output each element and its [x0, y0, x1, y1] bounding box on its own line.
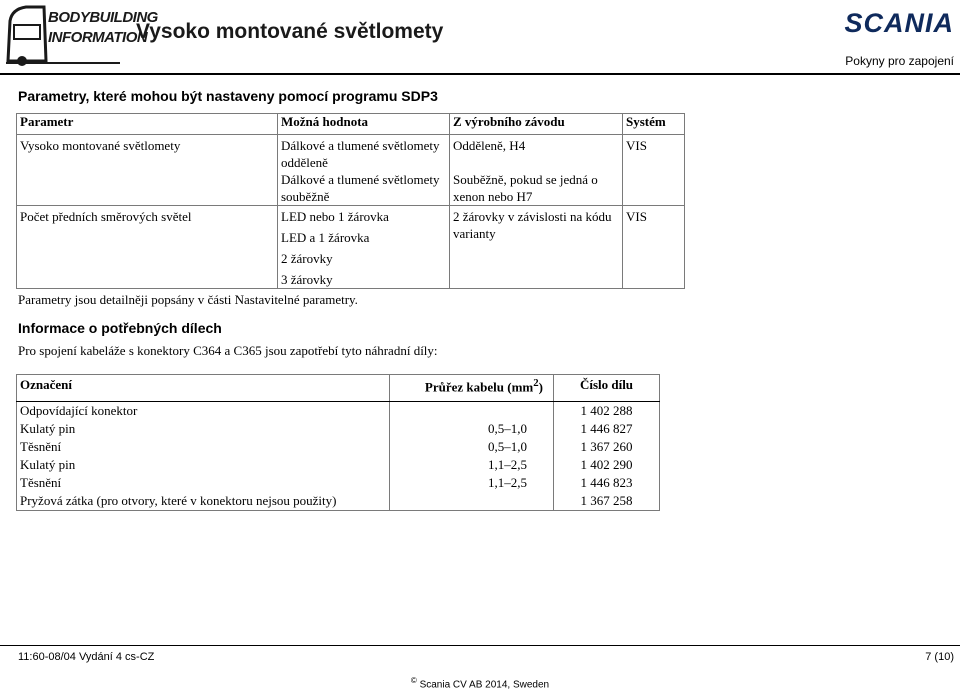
part-section	[390, 492, 554, 511]
part-section: 1,1–2,5	[390, 474, 554, 492]
param-name: Počet předních směrových světel	[17, 206, 278, 289]
part-section: 1,1–2,5	[390, 456, 554, 474]
part-name: Kulatý pin	[17, 420, 390, 438]
table-row	[17, 420, 660, 438]
table-row	[17, 135, 685, 206]
factory-value: 2 žárovky v závislosti na kódu varianty	[450, 206, 623, 289]
part-number: 1 402 288	[554, 402, 660, 421]
section-label-end: )	[538, 379, 543, 395]
factory-value: Souběžně, pokud se jedná o xenon nebo H7	[453, 172, 598, 204]
footer-divider	[0, 645, 960, 646]
param-value: LED nebo 1 žárovka	[281, 209, 389, 224]
column-header: Parametr	[17, 114, 278, 135]
copyright-text: Scania CV AB 2014, Sweden	[419, 679, 550, 690]
column-header-section	[390, 375, 554, 402]
factory-value: Odděleně, H4	[453, 138, 526, 153]
part-name: Pryžová zátka (pro otvory, které v konektoru nejsou použity)	[17, 492, 390, 511]
section-heading-parts: Informace o potřebných dílech	[18, 320, 222, 336]
param-values	[278, 206, 450, 289]
table-header-row	[17, 114, 685, 135]
part-number: 1 402 290	[554, 456, 660, 474]
parts-intro: Pro spojení kabeláže s konektory C364 a C365 jsou zapotřebí tyto náhradní díly:	[18, 343, 438, 358]
part-number: 1 367 258	[554, 492, 660, 511]
copyright	[0, 676, 960, 690]
factory-values	[450, 135, 623, 206]
page-number: 7 (10)	[925, 651, 954, 663]
param-value: Dálkové a tlumené světlomety souběžně	[281, 172, 440, 204]
part-section	[390, 402, 554, 421]
param-value: Dálkové a tlumené světlomety odděleně	[281, 138, 440, 170]
table-row	[17, 206, 685, 289]
table-row	[17, 474, 660, 492]
param-value: LED a 1 žárovka	[281, 230, 370, 245]
table-row	[17, 456, 660, 474]
param-value: 2 žárovky	[281, 251, 333, 266]
table-row	[17, 402, 660, 421]
header-subtitle: Pokyny pro zapojení	[845, 54, 954, 68]
part-name: Odpovídající konektor	[17, 402, 390, 421]
column-header: Z výrobního závodu	[450, 114, 623, 135]
param-values	[278, 135, 450, 206]
part-section: 0,5–1,0	[390, 438, 554, 456]
part-number: 1 446 827	[554, 420, 660, 438]
logo-line-2: INFORMATION	[48, 29, 148, 46]
system-value: VIS	[623, 206, 685, 289]
logo-line-1: BODYBUILDING	[48, 9, 158, 26]
section-heading-parameters: Parametry, které mohou být nastaveny pomocí programu SDP3	[18, 88, 438, 104]
part-name: Těsnění	[17, 474, 390, 492]
part-number: 1 367 260	[554, 438, 660, 456]
section-label: Průřez kabelu (mm	[424, 379, 534, 395]
table-row	[17, 492, 660, 511]
parameters-table	[16, 113, 685, 289]
param-value: 3 žárovky	[281, 272, 333, 287]
part-name: Kulatý pin	[17, 456, 390, 474]
section-superscript: 2	[533, 377, 539, 389]
table-row	[17, 438, 660, 456]
page-title: Vysoko montované světlomety	[136, 20, 444, 43]
part-number: 1 446 823	[554, 474, 660, 492]
param-name: Vysoko montované světlomety	[17, 135, 278, 206]
brand-logo: SCANIA	[844, 8, 954, 38]
part-name: Těsnění	[17, 438, 390, 456]
parts-table	[16, 374, 660, 511]
column-header-part: Číslo dílu	[554, 375, 660, 402]
table-header-row	[17, 375, 660, 402]
copyright-symbol: ©	[410, 676, 417, 685]
bodybuilding-logo	[4, 3, 158, 69]
document-id: 11:60-08/04 Vydání 4 cs-CZ	[18, 651, 155, 663]
header-divider	[0, 73, 960, 75]
column-header: Systém	[623, 114, 685, 135]
column-header: Možná hodnota	[278, 114, 450, 135]
system-value: VIS	[623, 135, 685, 206]
column-header-name: Označení	[17, 375, 390, 402]
part-section: 0,5–1,0	[390, 420, 554, 438]
parameters-note: Parametry jsou detailněji popsány v části Nastavitelné parametry.	[18, 292, 358, 307]
